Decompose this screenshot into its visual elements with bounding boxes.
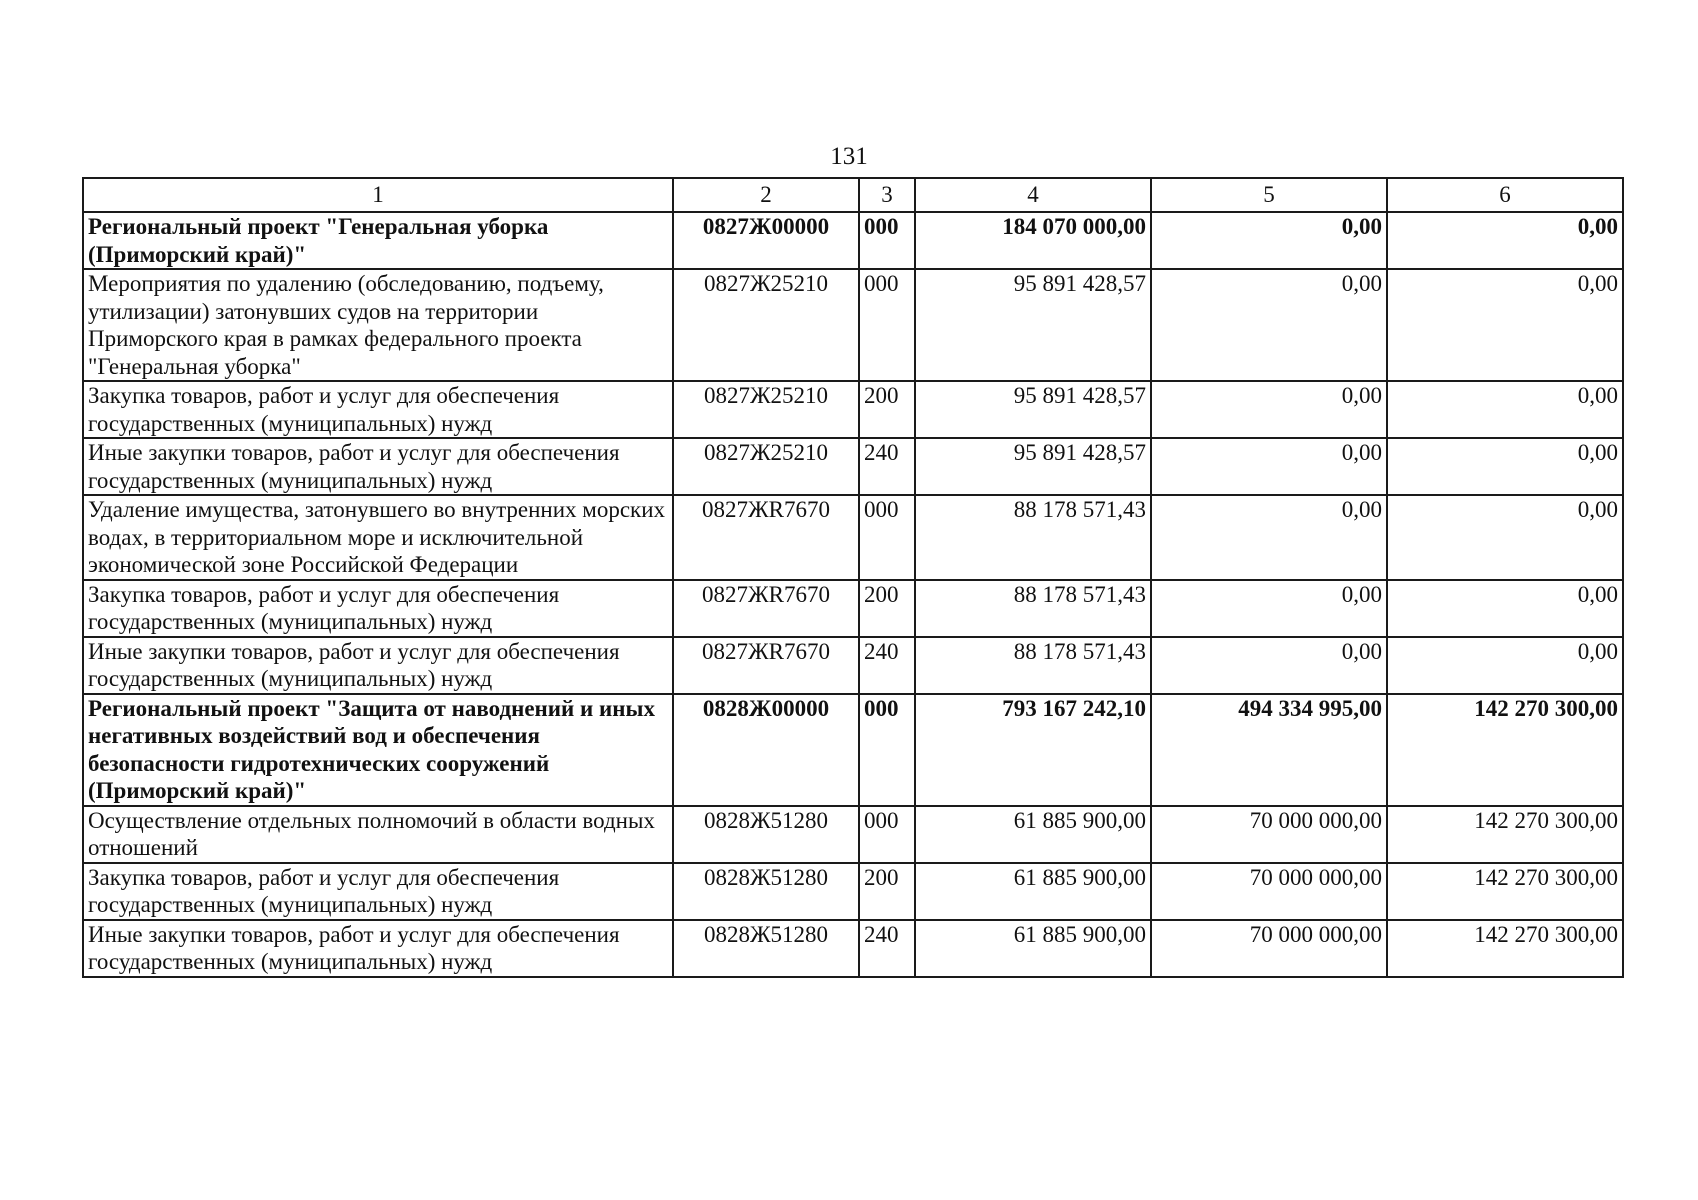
row-amount-5: 0,00 [1151, 438, 1387, 495]
row-amount-5: 0,00 [1151, 212, 1387, 269]
row-amount-5: 70 000 000,00 [1151, 863, 1387, 920]
row-name: Закупка товаров, работ и услуг для обеспечения государственных (муниципальных) нужд [83, 381, 673, 438]
row-name: Закупка товаров, работ и услуг для обеспечения государственных (муниципальных) нужд [83, 863, 673, 920]
row-amount-6: 0,00 [1387, 212, 1623, 269]
row-expense-type: 240 [859, 637, 915, 694]
row-code: 0828Ж51280 [673, 806, 859, 863]
row-amount-6: 0,00 [1387, 269, 1623, 381]
table-row [83, 438, 1623, 495]
row-amount-5: 0,00 [1151, 269, 1387, 381]
row-amount-4: 184 070 000,00 [915, 212, 1151, 269]
row-amount-5: 0,00 [1151, 637, 1387, 694]
table-row [83, 269, 1623, 381]
row-expense-type: 200 [859, 580, 915, 637]
table-row [83, 920, 1623, 977]
row-amount-6: 0,00 [1387, 438, 1623, 495]
row-expense-type: 200 [859, 863, 915, 920]
row-code: 0827ЖR7670 [673, 580, 859, 637]
row-code: 0827ЖR7670 [673, 495, 859, 580]
row-amount-6: 0,00 [1387, 381, 1623, 438]
row-amount-6: 0,00 [1387, 580, 1623, 637]
column-header: 4 [915, 178, 1151, 212]
row-expense-type: 240 [859, 920, 915, 977]
row-amount-5: 494 334 995,00 [1151, 694, 1387, 806]
column-header: 2 [673, 178, 859, 212]
row-amount-4: 95 891 428,57 [915, 381, 1151, 438]
row-name: Удаление имущества, затонувшего во внутренних морских водах, в территориальном море и исключительной экономической зоне Российской Федерации [83, 495, 673, 580]
row-expense-type: 240 [859, 438, 915, 495]
row-amount-6: 0,00 [1387, 495, 1623, 580]
row-amount-5: 70 000 000,00 [1151, 920, 1387, 977]
table-row [83, 863, 1623, 920]
table-row [83, 212, 1623, 269]
row-code: 0827Ж25210 [673, 438, 859, 495]
row-amount-5: 0,00 [1151, 580, 1387, 637]
row-amount-4: 95 891 428,57 [915, 438, 1151, 495]
row-code: 0827Ж25210 [673, 381, 859, 438]
column-header: 1 [83, 178, 673, 212]
row-amount-4: 95 891 428,57 [915, 269, 1151, 381]
row-expense-type: 200 [859, 381, 915, 438]
row-expense-type: 000 [859, 212, 915, 269]
row-name: Региональный проект "Генеральная уборка (Приморский край)" [83, 212, 673, 269]
row-name: Иные закупки товаров, работ и услуг для обеспечения государственных (муниципальных) нужд [83, 438, 673, 495]
table-row [83, 806, 1623, 863]
row-name: Иные закупки товаров, работ и услуг для обеспечения государственных (муниципальных) нужд [83, 920, 673, 977]
row-amount-5: 70 000 000,00 [1151, 806, 1387, 863]
row-code: 0827ЖR7670 [673, 637, 859, 694]
row-expense-type: 000 [859, 269, 915, 381]
table-row [83, 495, 1623, 580]
header-row [83, 178, 1623, 212]
row-expense-type: 000 [859, 806, 915, 863]
row-name: Мероприятия по удалению (обследованию, подъему, утилизации) затонувших судов на территории Приморского края в рамках федерального проекта "Генеральная уборка" [83, 269, 673, 381]
row-name: Закупка товаров, работ и услуг для обеспечения государственных (муниципальных) нужд [83, 580, 673, 637]
row-amount-4: 88 178 571,43 [915, 637, 1151, 694]
row-amount-6: 0,00 [1387, 637, 1623, 694]
table-body [83, 212, 1623, 977]
budget-table [82, 177, 1624, 978]
row-amount-4: 88 178 571,43 [915, 495, 1151, 580]
row-amount-6: 142 270 300,00 [1387, 806, 1623, 863]
row-amount-6: 142 270 300,00 [1387, 863, 1623, 920]
row-code: 0828Ж00000 [673, 694, 859, 806]
column-header: 6 [1387, 178, 1623, 212]
table-row [83, 580, 1623, 637]
table-row [83, 637, 1623, 694]
table-row [83, 694, 1623, 806]
row-amount-5: 0,00 [1151, 381, 1387, 438]
row-amount-4: 61 885 900,00 [915, 806, 1151, 863]
row-code: 0828Ж51280 [673, 920, 859, 977]
row-amount-4: 88 178 571,43 [915, 580, 1151, 637]
row-code: 0827Ж25210 [673, 269, 859, 381]
row-name: Иные закупки товаров, работ и услуг для обеспечения государственных (муниципальных) нужд [83, 637, 673, 694]
row-code: 0827Ж00000 [673, 212, 859, 269]
row-amount-4: 61 885 900,00 [915, 863, 1151, 920]
column-header: 5 [1151, 178, 1387, 212]
row-amount-4: 793 167 242,10 [915, 694, 1151, 806]
row-code: 0828Ж51280 [673, 863, 859, 920]
row-amount-5: 0,00 [1151, 495, 1387, 580]
row-amount-4: 61 885 900,00 [915, 920, 1151, 977]
column-header: 3 [859, 178, 915, 212]
row-name: Осуществление отдельных полномочий в области водных отношений [83, 806, 673, 863]
page-number: 131 [830, 143, 868, 170]
row-name: Региональный проект "Защита от наводнений и иных негативных воздействий вод и обеспечения безопасности гидротехнических сооружений (Приморский край)" [83, 694, 673, 806]
row-expense-type: 000 [859, 694, 915, 806]
row-amount-6: 142 270 300,00 [1387, 920, 1623, 977]
row-expense-type: 000 [859, 495, 915, 580]
row-amount-6: 142 270 300,00 [1387, 694, 1623, 806]
table-row [83, 381, 1623, 438]
